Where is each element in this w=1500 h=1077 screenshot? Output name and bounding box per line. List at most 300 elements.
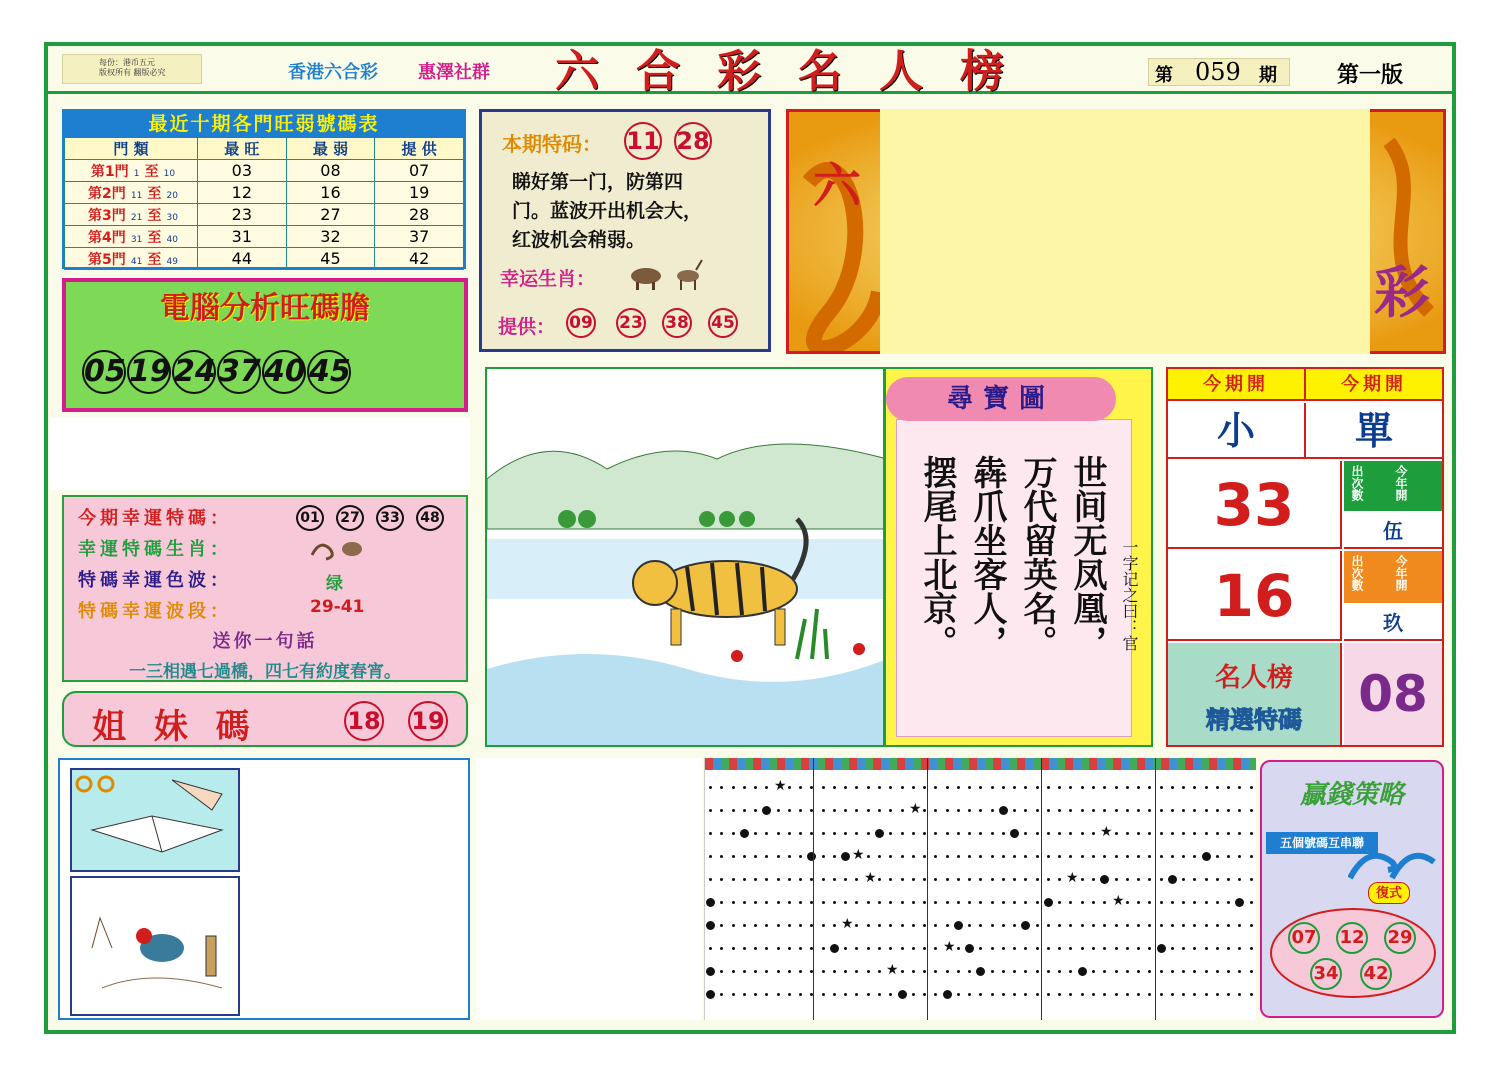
dot-marker — [1126, 947, 1129, 950]
dot-marker — [901, 878, 904, 881]
special-label: 本期特码： — [502, 132, 602, 156]
price-line2: 版权所有 翻版必究 — [99, 68, 166, 77]
dot-marker — [720, 924, 723, 927]
dot-marker — [1115, 832, 1118, 835]
poem-column: 摆尾上北京。 — [917, 455, 957, 659]
dot-marker — [1137, 947, 1140, 950]
strategy-ball: 42 — [1360, 958, 1392, 990]
dot-marker — [912, 947, 915, 950]
dot-marker — [1047, 809, 1050, 812]
dot-marker — [743, 924, 746, 927]
special-text-line: 睇好第一门，防第四 — [512, 171, 684, 193]
dot-marker — [1182, 924, 1185, 927]
dot-marker — [968, 855, 971, 858]
dot-marker — [1250, 993, 1253, 996]
dot-marker — [1103, 901, 1106, 904]
dot-marker — [1103, 809, 1106, 812]
dot-marker — [991, 832, 994, 835]
sister-ball: 19 — [408, 701, 448, 741]
dot-marker — [1058, 970, 1061, 973]
dot-marker — [788, 993, 791, 996]
dot-marker — [878, 878, 881, 881]
dot-marker — [867, 947, 870, 950]
dot-marker — [1002, 947, 1005, 950]
dot-marker — [901, 924, 904, 927]
dot-marker — [1047, 855, 1050, 858]
dot-marker — [844, 786, 847, 789]
dot-marker — [833, 901, 836, 904]
dot-marker — [1126, 970, 1129, 973]
placeholder-box — [880, 109, 1370, 354]
dot-grid — [705, 776, 1257, 1016]
dot-marker — [1160, 970, 1163, 973]
dot-marker — [1126, 809, 1129, 812]
dot-marker — [1013, 924, 1016, 927]
table-row: 第4門 31 至 40 31 32 37 — [65, 226, 464, 248]
dot-marker — [1069, 924, 1072, 927]
dot-marker — [1069, 786, 1072, 789]
dot-marker — [1115, 993, 1118, 996]
dot-marker — [1069, 832, 1072, 835]
dot-marker — [1126, 901, 1129, 904]
dot-marker — [867, 901, 870, 904]
dot-marker — [822, 924, 825, 927]
dot-marker — [1205, 786, 1208, 789]
dot-marker — [934, 993, 937, 996]
dot-marker — [1193, 855, 1196, 858]
ten-period-title: 最近十期各門旺弱號碼表 — [64, 111, 464, 137]
dot-marker — [979, 878, 982, 881]
dot-marker — [1216, 901, 1219, 904]
dot-marker — [1103, 947, 1106, 950]
dot-marker — [1081, 901, 1084, 904]
dot-marker — [754, 993, 757, 996]
dot-marker — [912, 970, 915, 973]
dot-marker — [934, 809, 937, 812]
dot-marker — [788, 970, 791, 973]
dot-marker — [912, 878, 915, 881]
dot-marker — [912, 786, 915, 789]
dot-marker — [1058, 993, 1061, 996]
parity-value: 單 — [1306, 403, 1442, 459]
dot-marker — [720, 901, 723, 904]
dot-marker — [777, 970, 780, 973]
dot-marker — [901, 855, 904, 858]
dot-marker — [979, 855, 982, 858]
dot-marker — [1036, 924, 1039, 927]
dot-marker — [991, 809, 994, 812]
dot-marker — [822, 786, 825, 789]
dot-marker — [855, 786, 858, 789]
dot-marker — [1160, 786, 1163, 789]
dot-marker — [923, 947, 926, 950]
dot-marker — [765, 901, 768, 904]
dot-row — [705, 822, 1257, 845]
dot-marker — [1182, 809, 1185, 812]
rooster-picture — [70, 876, 240, 1016]
dot-marker — [1238, 947, 1241, 950]
dot-marker — [946, 901, 949, 904]
dot-row — [705, 776, 1257, 799]
dot-marker — [957, 947, 960, 950]
dot-marker — [709, 878, 712, 881]
star-icon: ★ — [1112, 893, 1125, 909]
dot-marker — [1216, 878, 1219, 881]
provide-ball: 09 — [566, 308, 596, 338]
dot-marker — [732, 878, 735, 881]
zodiac-icon — [308, 535, 368, 561]
dot-marker — [1024, 947, 1027, 950]
dot-marker — [1216, 970, 1219, 973]
dot-marker — [979, 901, 982, 904]
dot-marker — [743, 947, 746, 950]
dot-marker — [1148, 855, 1151, 858]
dot-marker — [912, 993, 915, 996]
dot-marker — [923, 924, 926, 927]
dot-marker — [720, 855, 723, 858]
dot-marker — [878, 786, 881, 789]
dot-marker — [1137, 832, 1140, 835]
dot-marker — [732, 947, 735, 950]
dot-marker — [754, 786, 757, 789]
dot-marker — [1205, 924, 1208, 927]
dot-marker — [732, 901, 735, 904]
dot-marker — [833, 993, 836, 996]
dot-marker — [855, 970, 858, 973]
dot-marker — [867, 832, 870, 835]
dot-marker — [1092, 970, 1095, 973]
special-text-line: 门。蓝波开出机会大， — [512, 200, 703, 222]
wave-icon — [1348, 838, 1444, 884]
dot-marker — [1216, 993, 1219, 996]
dot-marker — [765, 832, 768, 835]
dot-marker — [732, 832, 735, 835]
dot-marker — [1160, 832, 1163, 835]
dot-marker — [1182, 970, 1185, 973]
dot-marker — [878, 947, 881, 950]
dot-marker — [1205, 970, 1208, 973]
dot-marker — [799, 855, 802, 858]
count-value: 玖 — [1344, 605, 1442, 641]
dot-marker — [1058, 855, 1061, 858]
lucky-ball: 48 — [416, 505, 444, 531]
star-icon: ★ — [886, 962, 899, 978]
dot-marker — [1227, 947, 1230, 950]
tiger-picture — [485, 367, 885, 747]
dot-marker — [1227, 901, 1230, 904]
dot-marker — [822, 970, 825, 973]
dot-marker — [1058, 809, 1061, 812]
dot-marker — [1137, 809, 1140, 812]
dot-marker — [1216, 924, 1219, 927]
dot-marker — [1002, 993, 1005, 996]
dot-marker — [934, 832, 937, 835]
dot-marker — [912, 901, 915, 904]
dot-marker — [923, 832, 926, 835]
lucky-ball: 01 — [296, 505, 324, 531]
dot-marker — [1193, 901, 1196, 904]
number-ball: 45 — [307, 350, 351, 394]
dot-marker — [833, 855, 836, 858]
dot-marker — [943, 990, 952, 999]
dot-marker — [844, 878, 847, 881]
dot-marker — [889, 809, 892, 812]
dot-marker — [1002, 924, 1005, 927]
dot-marker — [979, 947, 982, 950]
dot-marker — [720, 947, 723, 950]
dot-marker — [1205, 878, 1208, 881]
dot-marker — [709, 786, 712, 789]
dot-marker — [1171, 924, 1174, 927]
provide-ball: 38 — [662, 308, 692, 338]
dot-marker — [1148, 809, 1151, 812]
dot-marker — [743, 809, 746, 812]
dot-marker — [709, 855, 712, 858]
dot-marker — [991, 901, 994, 904]
issue-suffix: 期 — [1259, 65, 1277, 86]
ten-period-table — [64, 137, 464, 270]
dot-marker — [1168, 875, 1177, 884]
dot-marker — [889, 855, 892, 858]
dot-marker — [923, 878, 926, 881]
divider — [927, 758, 928, 1020]
dot-marker — [777, 855, 780, 858]
dot-marker — [901, 901, 904, 904]
dot-marker — [754, 947, 757, 950]
blank-area — [50, 418, 470, 490]
dot-marker — [709, 947, 712, 950]
dot-marker — [1069, 901, 1072, 904]
dot-marker — [1092, 901, 1095, 904]
dot-marker — [720, 970, 723, 973]
lucky-line-3: 特碼幸運色波： — [78, 570, 232, 591]
dot-marker — [855, 878, 858, 881]
special-ball: 11 — [624, 122, 662, 160]
strategy-ball: 34 — [1310, 958, 1342, 990]
dot-marker — [1036, 809, 1039, 812]
dot-marker — [1013, 878, 1016, 881]
dot-marker — [1069, 855, 1072, 858]
dot-marker — [855, 924, 858, 927]
dot-marker — [957, 878, 960, 881]
dot-marker — [799, 832, 802, 835]
dot-marker — [855, 993, 858, 996]
zodiac-animals-icon — [628, 258, 708, 292]
table-row: 第5門 41 至 49 44 45 42 — [65, 248, 464, 270]
dot-marker — [934, 970, 937, 973]
dot-marker — [1250, 901, 1253, 904]
dot-marker — [1115, 970, 1118, 973]
dot-marker — [878, 993, 881, 996]
dot-marker — [957, 832, 960, 835]
number-ball: 24 — [172, 350, 216, 394]
dot-marker — [1250, 878, 1253, 881]
zodiac-label: 幸运生肖： — [500, 268, 596, 290]
dot-marker — [1058, 878, 1061, 881]
strategy-ball: 12 — [1336, 922, 1368, 954]
dot-marker — [1013, 993, 1016, 996]
dot-marker — [1137, 924, 1140, 927]
dot-marker — [799, 924, 802, 927]
dot-marker — [957, 786, 960, 789]
dot-marker — [957, 970, 960, 973]
dot-marker — [1148, 993, 1151, 996]
dot-marker — [743, 970, 746, 973]
dot-marker — [878, 855, 881, 858]
gift-text: 一三相遇七過橋，四七有約度春宵。 — [129, 662, 401, 682]
strategy-sub: 五個號碼互串聯 — [1266, 832, 1378, 854]
dot-marker — [1216, 786, 1219, 789]
dot-marker — [740, 829, 749, 838]
dot-marker — [991, 855, 994, 858]
dot-marker — [833, 786, 836, 789]
dot-marker — [889, 878, 892, 881]
dot-marker — [855, 809, 858, 812]
dot-marker — [1092, 878, 1095, 881]
dot-marker — [754, 855, 757, 858]
result-number: 33 — [1168, 461, 1342, 549]
bottom-left-panel — [58, 758, 470, 1020]
treasure-panel — [884, 367, 1153, 747]
dot-marker — [830, 944, 839, 953]
dot-marker — [743, 878, 746, 881]
page-title: 六合彩名人榜 — [555, 46, 1041, 97]
result-number: 16 — [1168, 551, 1342, 641]
lucky-ball: 33 — [376, 505, 404, 531]
dot-marker — [1069, 970, 1072, 973]
dot-marker — [1238, 970, 1241, 973]
dot-marker — [979, 832, 982, 835]
gift-title: 送你一句話 — [212, 631, 318, 652]
dot-marker — [1250, 970, 1253, 973]
dot-marker — [1182, 947, 1185, 950]
dot-marker — [1227, 970, 1230, 973]
dot-marker — [1092, 855, 1095, 858]
dot-marker — [765, 970, 768, 973]
dot-marker — [934, 947, 937, 950]
dot-marker — [1250, 809, 1253, 812]
dot-marker — [991, 970, 994, 973]
dot-marker — [777, 901, 780, 904]
sister-label: 姐 妹 碼 — [92, 707, 258, 747]
dot-marker — [833, 809, 836, 812]
dot-marker — [1081, 809, 1084, 812]
dot-marker — [1058, 947, 1061, 950]
dot-marker — [1238, 993, 1241, 996]
dot-marker — [954, 921, 963, 930]
dot-row — [705, 983, 1257, 1006]
dot-marker — [765, 993, 768, 996]
dot-marker — [1193, 947, 1196, 950]
dot-marker — [923, 993, 926, 996]
dot-marker — [1036, 786, 1039, 789]
poem-block — [912, 455, 1112, 715]
fame-title: 名人榜 — [1214, 663, 1293, 693]
dot-marker — [1036, 855, 1039, 858]
dot-marker — [1238, 878, 1241, 881]
col-door: 門 類 — [65, 138, 198, 160]
svg-text:彩: 彩 — [1374, 260, 1430, 326]
dot-marker — [841, 852, 850, 861]
dot-marker — [875, 829, 884, 838]
dot-marker — [788, 901, 791, 904]
dot-row — [705, 891, 1257, 914]
dot-marker — [788, 786, 791, 789]
dot-marker — [976, 967, 985, 976]
dot-marker — [765, 947, 768, 950]
star-icon: ★ — [909, 801, 922, 817]
lucky-ball: 27 — [336, 505, 364, 531]
dot-marker — [1021, 921, 1030, 930]
dot-marker — [1182, 878, 1185, 881]
star-icon: ★ — [841, 916, 854, 932]
dot-marker — [1013, 855, 1016, 858]
dot-row — [705, 845, 1257, 868]
dot-marker — [1036, 970, 1039, 973]
col-tip: 提 供 — [375, 138, 464, 160]
number-ball: 37 — [217, 350, 261, 394]
lucky-line-1: 今期幸運特碼： — [78, 508, 232, 529]
dot-marker — [1227, 993, 1230, 996]
number-ball: 40 — [262, 350, 306, 394]
dot-marker — [1013, 786, 1016, 789]
dot-chart-header-bar — [705, 758, 1256, 770]
dot-marker — [1081, 993, 1084, 996]
dot-marker — [706, 921, 715, 930]
dot-marker — [979, 924, 982, 927]
col-hot: 最 旺 — [198, 138, 287, 160]
dot-marker — [754, 901, 757, 904]
dot-marker — [968, 993, 971, 996]
dot-marker — [1047, 878, 1050, 881]
dot-marker — [788, 832, 791, 835]
dot-marker — [1115, 809, 1118, 812]
dot-marker — [1002, 878, 1005, 881]
dot-marker — [867, 993, 870, 996]
dot-marker — [788, 855, 791, 858]
star-icon: ★ — [943, 939, 956, 955]
dot-marker — [867, 924, 870, 927]
dot-marker — [901, 786, 904, 789]
dot-marker — [777, 832, 780, 835]
dot-marker — [706, 990, 715, 999]
dot-marker — [1036, 832, 1039, 835]
sister-ball: 18 — [344, 701, 384, 741]
dot-marker — [788, 809, 791, 812]
table-row: 第1門 1 至 10 03 08 07 — [65, 160, 464, 182]
dot-marker — [946, 855, 949, 858]
dot-marker — [1160, 878, 1163, 881]
dot-marker — [934, 901, 937, 904]
dot-marker — [1069, 993, 1072, 996]
dot-marker — [754, 832, 757, 835]
dot-row — [705, 914, 1257, 937]
dot-marker — [799, 970, 802, 973]
count-header: 出次數 今年開 — [1344, 551, 1442, 603]
star-icon: ★ — [1100, 824, 1113, 840]
open-label: 今期開 — [1306, 369, 1442, 401]
dot-marker — [1036, 993, 1039, 996]
dot-marker — [957, 901, 960, 904]
number-ball: 19 — [127, 350, 171, 394]
dot-marker — [1193, 924, 1196, 927]
dot-marker — [1182, 855, 1185, 858]
star-icon: ★ — [852, 847, 865, 863]
dot-marker — [1103, 970, 1106, 973]
dot-marker — [1044, 898, 1053, 907]
dot-marker — [1148, 878, 1151, 881]
dot-marker — [855, 901, 858, 904]
